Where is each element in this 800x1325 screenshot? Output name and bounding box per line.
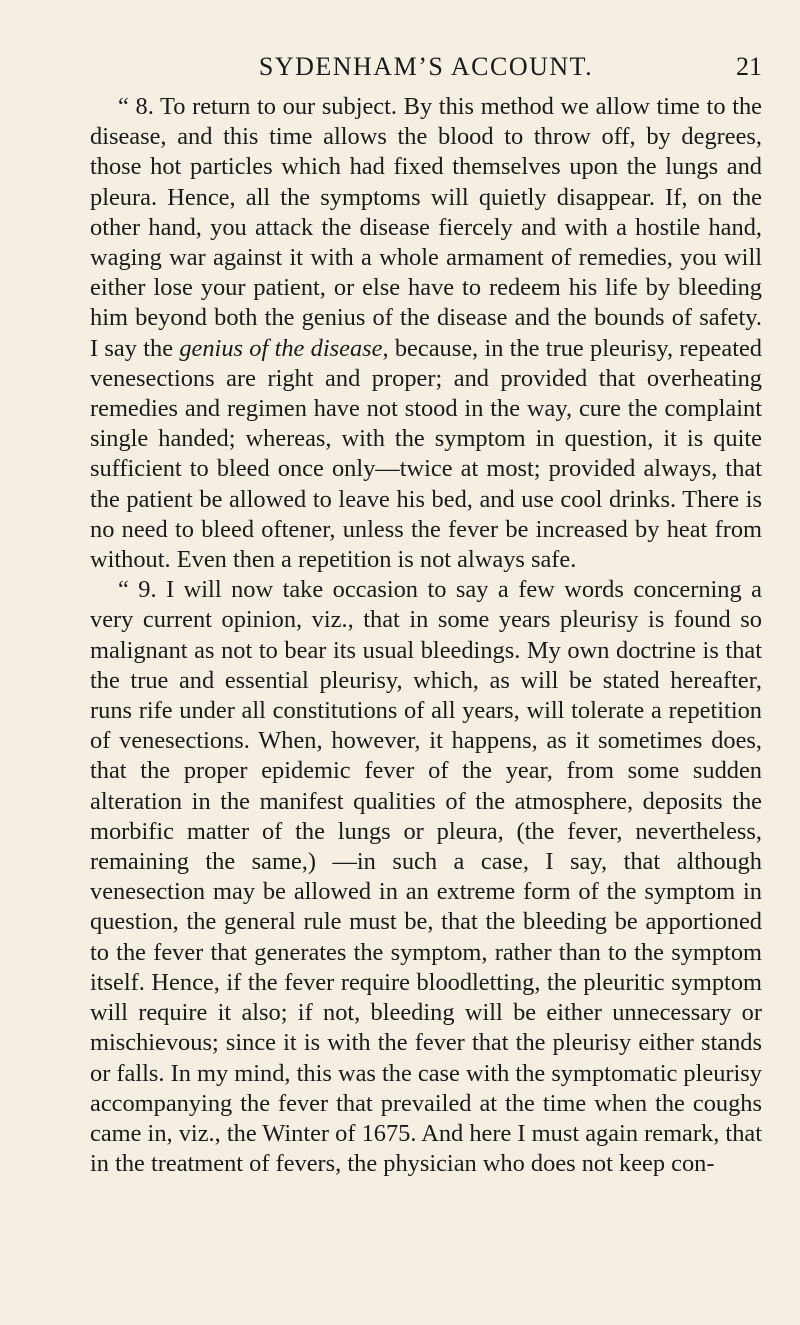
running-head <box>90 50 762 84</box>
paragraph-8-text-end: , because, in the true pleurisy, repeated venesections are right and proper; and provided that overheating remedies and regimen have not stood in the way, cure the complaint single handed; whereas, with the symptom in question, it is quite sufficient to bleed once only—twice at most; provided always, that the patient be allowed to leave his bed, and use cool drinks. There is no need to bleed oftener, unless the fever be increased by heat from without. Even then a repetition is not always safe. <box>90 334 762 574</box>
page-number: 21 <box>736 52 762 81</box>
body-text <box>90 92 762 1179</box>
paragraph-8-italic-phrase: genius of the disease <box>179 334 383 362</box>
paragraph-8 <box>90 92 762 575</box>
paragraph-9: “ 9. I will now take occasion to say a few words concerning a very current opinion, viz., that in some years pleurisy is found so malignant as not to bear its usual bleedings. My own doctrine is that the true and essential pleurisy, which, as will be stated hereafter, runs rife under all constitutions of all years, will tolerate a repetition of venesections. When, however, it happens, as it sometimes does, that the proper epidemic fever of the year, from some sudden alteration in the manifest qualities of the atmosphere, deposits the morbific matter of the lungs or pleura, (the fever, nevertheless, remaining the same,) —in such a case, I say, that although venesection may be allowed in an extreme form of the symptom in question, the general rule must be, that the bleeding be apportioned to the fever that generates the symptom, rather than to the symptom itself. Hence, if the fever require bloodletting, the pleuritic symptom will require it also; if not, bleeding will be either unnecessary or mischievous; since it is with the fever that the pleurisy either stands or falls. In my mind, this was the case with the symptomatic pleurisy accompanying the fever that prevailed at the time when the coughs came in, viz., the Winter of 1675. And here I must again remark, that in the treatment of fevers, the physician who does not keep con- <box>90 576 762 1178</box>
running-title: SYDENHAM’S ACCOUNT. <box>258 52 594 81</box>
paragraph-8-text-start: “ 8. To return to our subject. By this method we allow time to the disease, and this time allows the blood to throw off, by degrees, those hot particles which had fixed themselves upon the lungs and pleura. Hence, all the symptoms will quietly disappear. If, on the other hand, you attack the disease fiercely and with a hostile hand, waging war against it with a whole armament of remedies, you will either lose your patient, or else have to redeem his life by bleeding him beyond both the genius of the disease and the bounds of safety. I say the <box>90 93 762 362</box>
